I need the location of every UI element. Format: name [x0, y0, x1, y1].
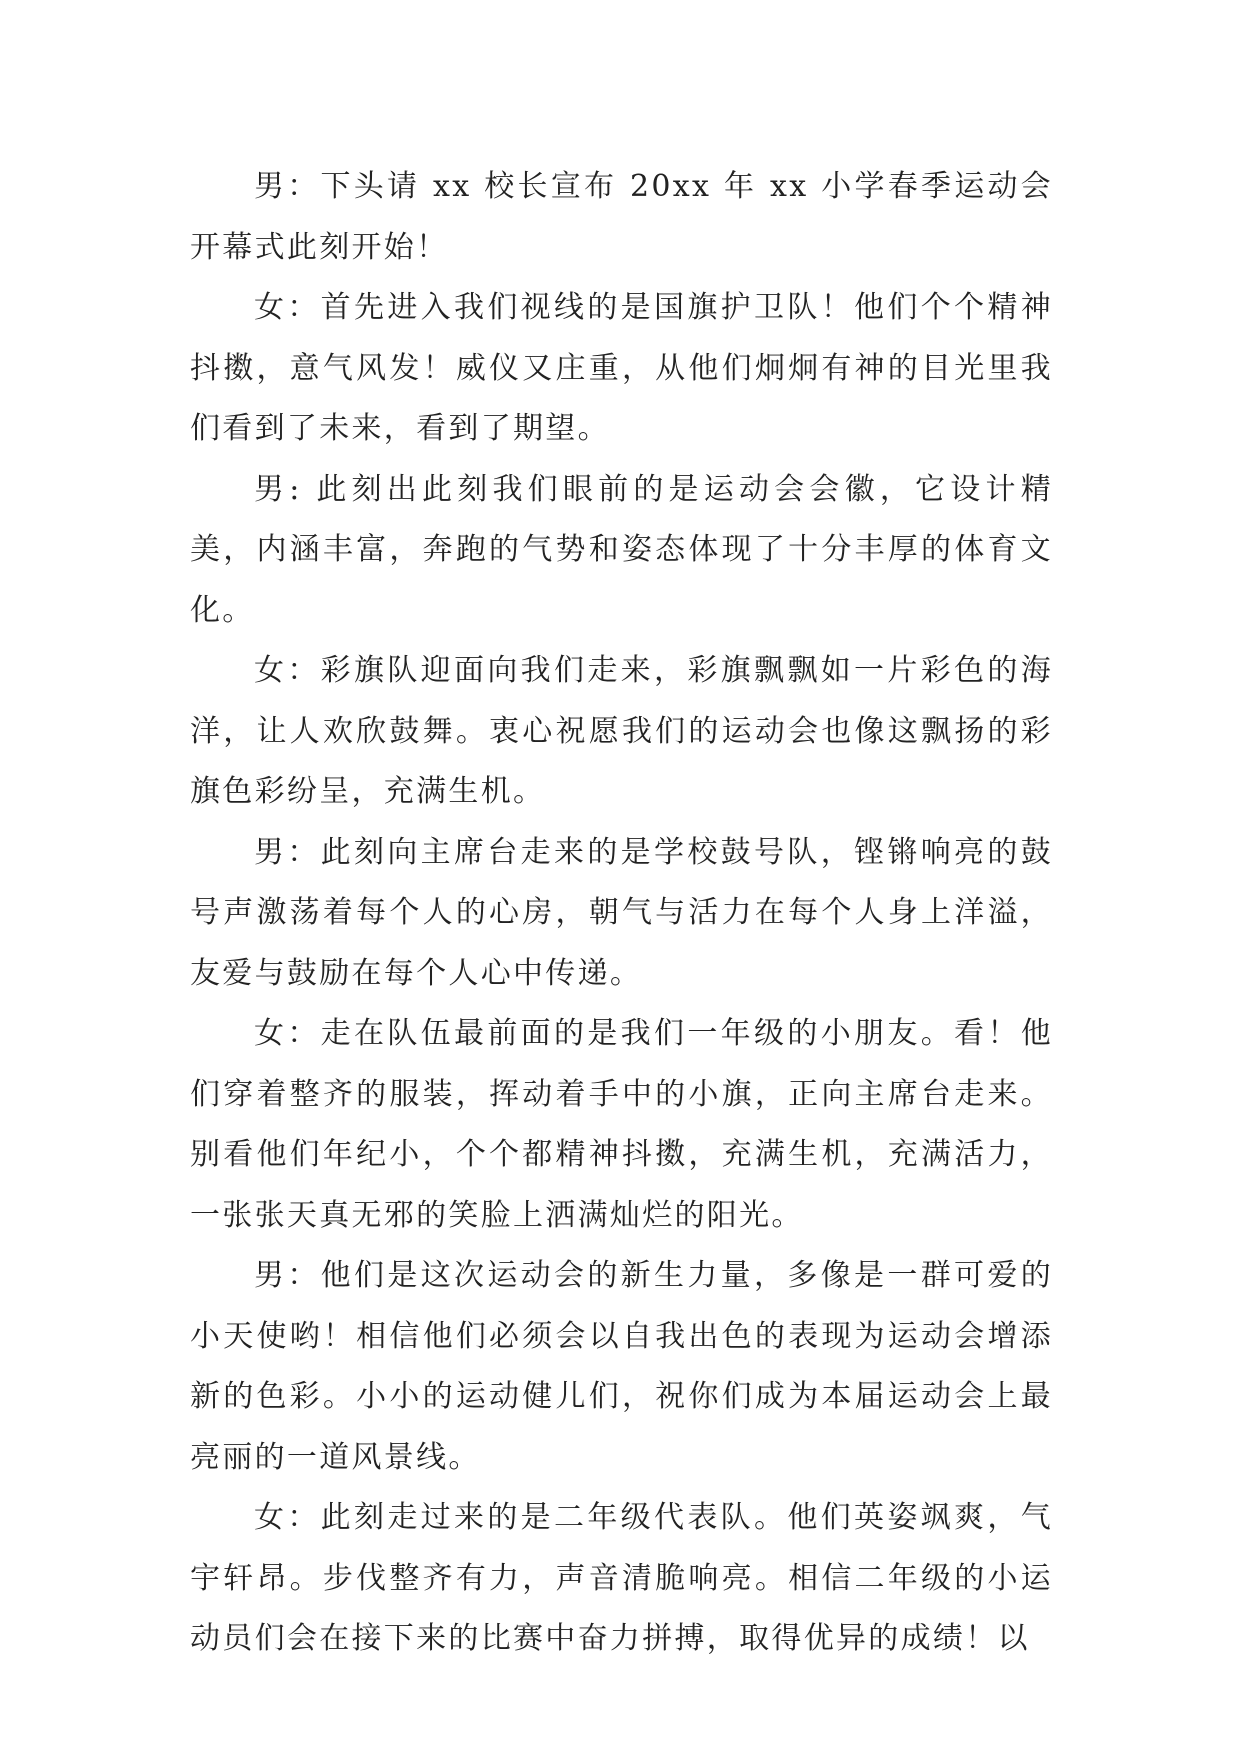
paragraph-1: 男：下头请 xx 校长宣布 20xx 年 xx 小学春季运动会开幕式此刻开始！	[190, 169, 1053, 265]
document-body	[190, 157, 1053, 1670]
paragraph-2: 女：首先进入我们视线的是国旗护卫队！他们个个精神抖擞，意气风发！威仪又庄重，从他们炯炯有神的目光里我们看到了未来，看到了期望。	[190, 290, 1053, 446]
paragraph-3: 男: 此刻出此刻我们眼前的是运动会会徽，它设计精美，内涵丰富，奔跑的气势和姿态体现了十分丰厚的体育文化。	[190, 471, 1053, 628]
paragraph-4: 女：彩旗队迎面向我们走来，彩旗飘飘如一片彩色的海洋，让人欢欣鼓舞。衷心祝愿我们的运动会也像这飘扬的彩旗色彩纷呈，充满生机。	[190, 653, 1053, 809]
paragraph-5: 男：此刻向主席台走来的是学校鼓号队，铿锵响亮的鼓号声激荡着每个人的心房，朝气与活力在每个人身上洋溢，友爱与鼓励在每个人心中传递。	[190, 834, 1053, 991]
paragraph-6: 女：走在队伍最前面的是我们一年级的小朋友。看！他们穿着整齐的服装，挥动着手中的小旗，正向主席台走来。别看他们年纪小，个个都精神抖擞，充满生机，充满活力，一张张天真无邪的笑脸上洒满灿烂的阳光。	[190, 1016, 1053, 1233]
paragraph-7: 男：他们是这次运动会的新生力量，多像是一群可爱的小天使哟！相信他们必须会以自我出色的表现为运动会增添新的色彩。小小的运动健儿们，祝你们成为本届运动会上最亮丽的一道风景线。	[190, 1258, 1053, 1475]
paragraph-8: 女：此刻走过来的是二年级代表队。他们英姿飒爽，气宇轩昂。步伐整齐有力，声音清脆响亮。相信二年级的小运动员们会在接下来的比赛中奋力拼搏，取得优异的成绩！以	[190, 1500, 1053, 1656]
